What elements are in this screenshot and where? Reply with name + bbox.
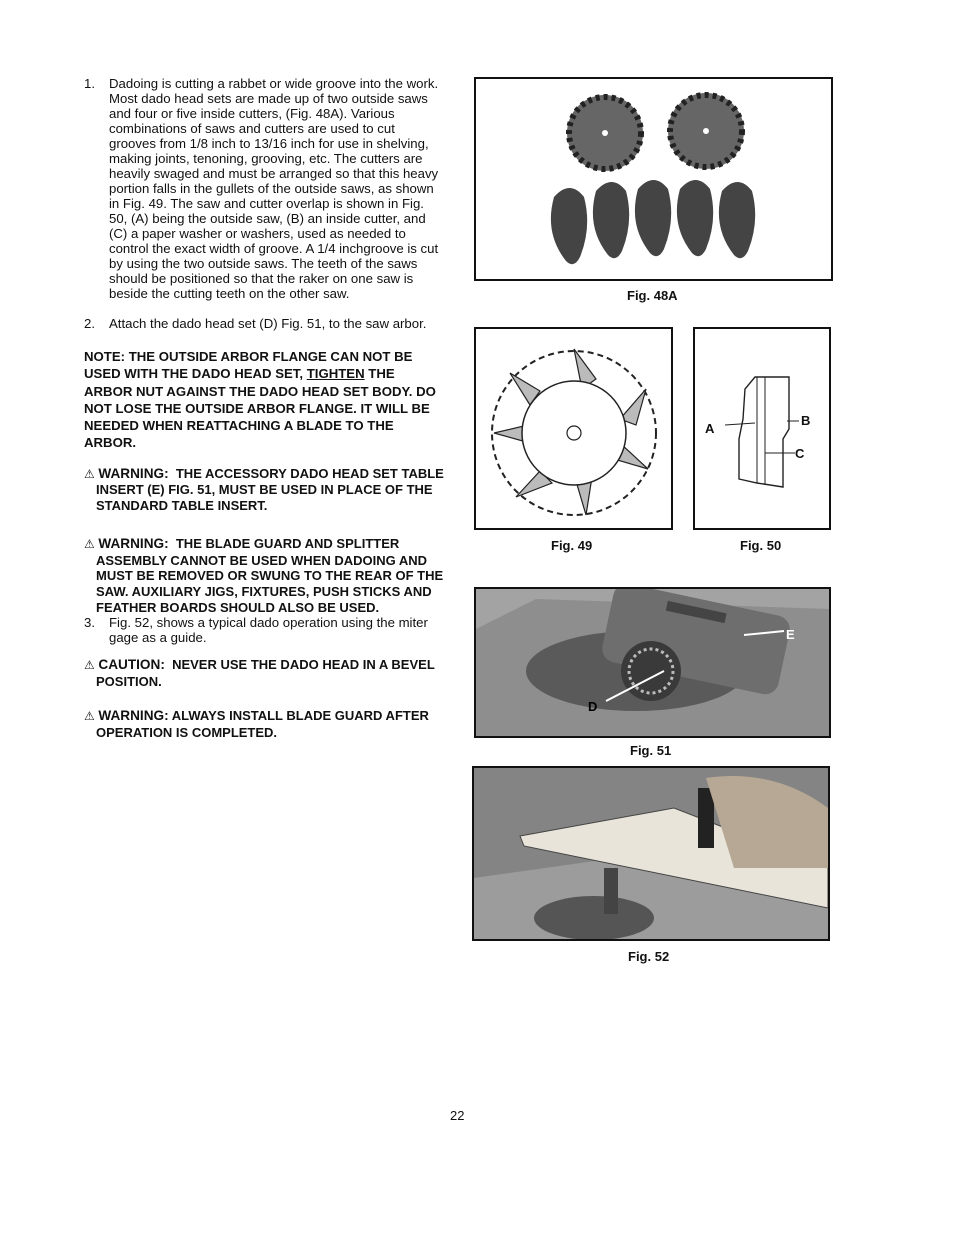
- instructions-column: [84, 76, 444, 740]
- fig-52-caption: Fig. 52: [628, 949, 670, 964]
- step-3: [84, 615, 444, 645]
- fig-51-caption: Fig. 51: [630, 743, 672, 758]
- outside-saw-blade-right: [668, 93, 744, 169]
- label-d: D: [588, 699, 598, 714]
- step-1: [84, 76, 444, 301]
- note-text-1: NOTE: THE OUTSIDE ARBOR FLANGE CAN NOT BE USED WITH THE DADO HEAD SET,: [84, 349, 413, 382]
- fig-48a-caption: Fig. 48A: [627, 288, 678, 303]
- caution-text: NEVER USE THE DADO HEAD IN A BEVEL POSITION.: [96, 657, 435, 690]
- warning-blade-guard: [84, 536, 444, 616]
- label-a: A: [705, 421, 715, 436]
- fig-49-cutter-arrangement: [474, 327, 673, 530]
- warning-triangle-icon: ⚠: [84, 658, 95, 673]
- warning-table-insert: [84, 466, 444, 514]
- warning-label: WARNING:: [98, 535, 169, 551]
- warning-triangle-icon: ⚠: [84, 466, 95, 481]
- note-underlined: TIGHTEN: [306, 366, 365, 382]
- step-2: [84, 316, 444, 331]
- outside-saw-blade-left: [567, 95, 643, 171]
- fig-52-dado-operation-photo: [472, 766, 830, 941]
- label-b: B: [801, 413, 811, 428]
- arbor-flange-note: [84, 348, 444, 452]
- warning-install-guard: [84, 708, 444, 740]
- fig-49-caption: Fig. 49: [551, 538, 593, 553]
- warning-text: THE BLADE GUARD AND SPLITTER ASSEMBLY CANNOT BE USED WHEN DADOING AND MUST BE REMOVED OR SWUNG TO THE REAR OF THE SAW. AUXILIARY JIGS, FIXTURES, PUSH STICKS AND FEATHER BOARDS SHOULD ALSO BE USED.: [96, 535, 444, 615]
- step-text: Dadoing is cutting a rabbet or wide groove into the work. Most dado head sets are made up of two outside saws and four or five inside cutters, (Fig. 48A). Various combinations of saws and cutters are used to cut grooves from 1/8 inch to 13/16 inch for use in shelving, making joints, tenoning, grooving, etc. The cutters are heavily swaged and must be arranged so that this heavy portion falls in the gullets of the outside saws, as shown in Fig. 49. The saw and cutter overlap is shown in Fig. 50, (A) being the outside saw, (B) an inside cutter, and (C) a paper washer or washers, used as needed to control the exact width of groove. A 1/4 inchgroove is cut by using the two outside saws. The teeth of the saws should be positioned so that the raker on one saw is beside the cutting teeth on the other saw.: [109, 76, 439, 301]
- inside-cutters: [551, 180, 755, 264]
- warning-text: THE ACCESSORY DADO HEAD SET TABLE INSERT (E) FIG. 51, MUST BE USED IN PLACE OF THE STANDARD TABLE INSERT.: [96, 465, 444, 514]
- step-number: 2.: [84, 316, 95, 331]
- warning-triangle-icon: ⚠: [84, 536, 95, 551]
- step-text: Fig. 52, shows a typical dado operation using the miter gage as a guide.: [109, 615, 428, 646]
- warning-text: ALWAYS INSTALL BLADE GUARD AFTER OPERATION IS COMPLETED.: [96, 707, 429, 740]
- warning-label: WARNING:: [98, 707, 169, 723]
- step-number: 3.: [84, 615, 95, 631]
- note-text-2: THE ARBOR NUT AGAINST THE DADO HEAD SET BODY. DO NOT LOSE THE OUTSIDE ARBOR FLANGE. IT WILL BE NEEDED WHEN REATTACHING A BLADE TO THE ARBOR.: [84, 366, 436, 451]
- fig-48a-dado-set-photo: [474, 77, 833, 281]
- caution-label: CAUTION:: [98, 657, 165, 673]
- warning-label: WARNING:: [98, 465, 169, 481]
- fig-51-table-insert-photo: [474, 587, 831, 738]
- label-c: C: [795, 446, 805, 461]
- step-number: 1.: [84, 76, 95, 91]
- fig-50-caption: Fig. 50: [740, 538, 782, 553]
- step-text: Attach the dado head set (D) Fig. 51, to the saw arbor.: [109, 316, 427, 331]
- fig-50-overlap-diagram: [693, 327, 831, 530]
- warning-triangle-icon: ⚠: [84, 708, 95, 723]
- label-e: E: [786, 627, 795, 642]
- page-number: 22: [450, 1108, 465, 1123]
- caution-bevel: [84, 657, 444, 689]
